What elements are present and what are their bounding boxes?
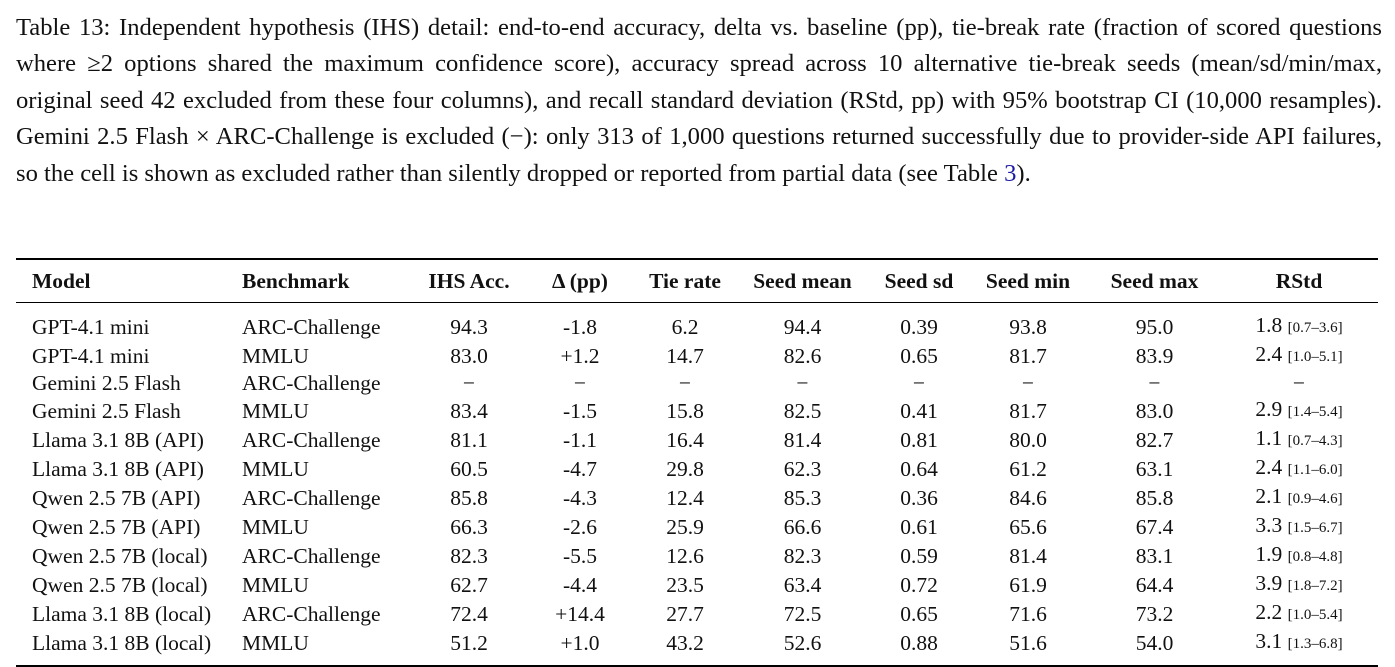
delta-cell: +1.0 xyxy=(560,630,600,655)
seed-min-cell: 80.0 xyxy=(1009,427,1047,452)
seed-min-cell: 61.2 xyxy=(1009,456,1047,481)
seed-mean-cell: 94.4 xyxy=(783,314,822,339)
benchmark-cell: MMLU xyxy=(242,630,309,655)
model-cell: Qwen 2.5 7B (local) xyxy=(32,572,208,597)
delta-cell: − xyxy=(573,371,587,395)
seed-max-cell: 63.1 xyxy=(1135,456,1174,481)
tie-rate-cell: 6.2 xyxy=(671,314,699,339)
column-header: RStd xyxy=(1275,268,1323,293)
rstd-confidence-interval: [0.7–4.3] xyxy=(1287,433,1343,449)
rstd-confidence-interval: [0.9–4.6] xyxy=(1287,491,1343,507)
caption-text-end: ). xyxy=(1016,159,1031,187)
benchmark-cell: ARC-Challenge xyxy=(242,371,381,395)
table-row xyxy=(16,396,1378,425)
rstd-cell xyxy=(1220,341,1378,370)
tie-rate-cell: − xyxy=(678,371,692,395)
seed-mean-cell: − xyxy=(796,371,809,395)
column-header: IHS Acc. xyxy=(428,268,510,293)
benchmark-cell: ARC-Challenge xyxy=(242,543,381,568)
rstd-cell xyxy=(1220,370,1378,396)
table-row xyxy=(16,370,1378,396)
delta-cell: +14.4 xyxy=(555,601,605,626)
column-header: Model xyxy=(32,268,91,293)
seed-min-cell: 65.6 xyxy=(1009,514,1047,539)
rstd-value: − xyxy=(1292,371,1306,395)
rstd-confidence-interval: [1.1–6.0] xyxy=(1287,462,1343,478)
column-header: Benchmark xyxy=(242,268,350,293)
caption-text: Table 13: Independent hypothesis (IHS) detail: end-to-end accuracy, delta vs. baseline (pp), tie-break rate (fraction of scored questions where ≥2 options shared the maximum confidence score), accuracy spread across 10 alternative tie-break seeds (mean/sd/min/max, original seed 42 excluded from these four columns), and recall standard deviation (RStd, pp) with 95% bootstrap CI (10,000 resamples). Gemini 2.5 Flash × ARC-Challenge is excluded (−): only 313 of 1,000 questions returned successfully due to provider-side API failures, so the cell is shown as excluded rather than silently dropped or reported from partial data (see Table xyxy=(16,14,1382,187)
rstd-cell xyxy=(1220,396,1378,425)
rstd-cell xyxy=(1220,628,1378,666)
benchmark-cell: ARC-Challenge xyxy=(242,601,381,626)
seed-sd-cell: 0.39 xyxy=(900,314,938,339)
ihs-accuracy-cell: 72.4 xyxy=(450,601,488,626)
seed-max-cell: 83.0 xyxy=(1135,398,1174,423)
tie-rate-cell: 27.7 xyxy=(666,601,704,626)
model-cell: Gemini 2.5 Flash xyxy=(32,398,181,423)
table-header xyxy=(16,259,1378,303)
rstd-cell xyxy=(1220,454,1378,483)
column-header: Seed mean xyxy=(753,268,852,293)
model-cell: Llama 3.1 8B (API) xyxy=(32,427,204,452)
seed-max-cell: 83.1 xyxy=(1135,543,1174,568)
tie-rate-cell: 29.8 xyxy=(666,456,704,481)
column-header: Δ (pp) xyxy=(552,268,608,293)
rstd-value: 1.1 xyxy=(1255,426,1283,450)
rstd-confidence-interval: [1.8–7.2] xyxy=(1287,578,1343,594)
rstd-value: 2.1 xyxy=(1255,484,1283,508)
ihs-accuracy-cell: 51.2 xyxy=(450,630,488,655)
seed-sd-cell: 0.81 xyxy=(900,427,938,452)
seed-sd-cell: 0.88 xyxy=(900,630,938,655)
table-row xyxy=(16,425,1378,454)
seed-max-cell: 83.9 xyxy=(1135,343,1174,368)
seed-mean-cell: 52.6 xyxy=(783,630,822,655)
rstd-confidence-interval: [1.4–5.4] xyxy=(1287,404,1343,420)
benchmark-cell: ARC-Challenge xyxy=(242,485,381,510)
seed-min-cell: 51.6 xyxy=(1009,630,1047,655)
ihs-accuracy-cell: 82.3 xyxy=(450,543,488,568)
benchmark-cell: MMLU xyxy=(242,572,309,597)
rstd-value: 3.9 xyxy=(1255,571,1283,595)
table-row xyxy=(16,341,1378,370)
rstd-cell xyxy=(1220,570,1378,599)
seed-sd-cell: 0.41 xyxy=(900,398,938,423)
model-cell: GPT-4.1 mini xyxy=(32,314,150,339)
model-cell: Llama 3.1 8B (local) xyxy=(32,601,212,626)
tie-rate-cell: 12.6 xyxy=(666,543,704,568)
seed-min-cell: 81.7 xyxy=(1009,343,1047,368)
ihs-accuracy-cell: 81.1 xyxy=(450,427,488,452)
benchmark-cell: ARC-Challenge xyxy=(242,427,381,452)
delta-cell: -1.1 xyxy=(562,427,598,452)
rstd-value: 3.1 xyxy=(1255,629,1283,653)
delta-cell: -5.5 xyxy=(562,543,598,568)
seed-mean-cell: 82.6 xyxy=(783,343,822,368)
ihs-accuracy-cell: 83.4 xyxy=(450,398,488,423)
tie-rate-cell: 12.4 xyxy=(666,485,704,510)
benchmark-cell: MMLU xyxy=(242,514,309,539)
column-header: Seed sd xyxy=(884,268,954,293)
rstd-value: 1.8 xyxy=(1255,313,1283,337)
seed-max-cell: 82.7 xyxy=(1135,427,1174,452)
column-header: Tie rate xyxy=(649,268,721,293)
rstd-cell xyxy=(1220,425,1378,454)
seed-max-cell: 67.4 xyxy=(1135,514,1174,539)
model-cell: Llama 3.1 8B (local) xyxy=(32,630,212,655)
table-row xyxy=(16,454,1378,483)
ihs-detail-table xyxy=(16,258,1378,667)
ihs-accuracy-cell: 60.5 xyxy=(450,456,488,481)
rstd-value: 3.3 xyxy=(1255,513,1283,537)
model-cell: Qwen 2.5 7B (API) xyxy=(32,485,201,510)
seed-max-cell: 64.4 xyxy=(1135,572,1174,597)
seed-mean-cell: 81.4 xyxy=(783,427,822,452)
seed-min-cell: 71.6 xyxy=(1009,601,1047,626)
tie-rate-cell: 16.4 xyxy=(666,427,704,452)
results-table-container xyxy=(16,258,1378,667)
ihs-accuracy-cell: 94.3 xyxy=(450,314,488,339)
seed-min-cell: − xyxy=(1021,371,1035,395)
seed-sd-cell: 0.65 xyxy=(900,343,938,368)
seed-min-cell: 93.8 xyxy=(1009,314,1047,339)
delta-cell: -4.7 xyxy=(562,456,598,481)
rstd-cell xyxy=(1220,599,1378,628)
seed-max-cell: 73.2 xyxy=(1135,601,1174,626)
rstd-confidence-interval: [0.7–3.6] xyxy=(1287,320,1343,336)
ihs-accuracy-cell: 62.7 xyxy=(450,572,488,597)
seed-min-cell: 81.7 xyxy=(1009,398,1047,423)
benchmark-cell: MMLU xyxy=(242,456,309,481)
delta-cell: -2.6 xyxy=(562,514,598,539)
rstd-value: 2.9 xyxy=(1255,397,1283,421)
tie-rate-cell: 14.7 xyxy=(666,343,704,368)
rstd-value: 2.2 xyxy=(1255,600,1283,624)
seed-sd-cell: 0.61 xyxy=(900,514,938,539)
rstd-value: 2.4 xyxy=(1255,455,1283,479)
tie-rate-cell: 15.8 xyxy=(666,398,704,423)
benchmark-cell: MMLU xyxy=(242,398,309,423)
model-cell: GPT-4.1 mini xyxy=(32,343,150,368)
ihs-accuracy-cell: 83.0 xyxy=(450,343,488,368)
tie-rate-cell: 43.2 xyxy=(666,630,704,655)
rstd-confidence-interval: [1.0–5.4] xyxy=(1287,607,1343,623)
tie-rate-cell: 23.5 xyxy=(666,572,704,597)
table-row xyxy=(16,599,1378,628)
delta-cell: -1.5 xyxy=(562,398,598,423)
seed-mean-cell: 66.6 xyxy=(783,514,822,539)
rstd-confidence-interval: [0.8–4.8] xyxy=(1287,549,1343,565)
table-row xyxy=(16,541,1378,570)
ihs-accuracy-cell: − xyxy=(462,371,476,395)
seed-max-cell: 85.8 xyxy=(1135,485,1174,510)
delta-cell: +1.2 xyxy=(560,343,600,368)
tie-rate-cell: 25.9 xyxy=(666,514,704,539)
ihs-accuracy-cell: 66.3 xyxy=(450,514,488,539)
table-reference-link[interactable]: 3 xyxy=(1004,159,1017,187)
rstd-cell xyxy=(1220,512,1378,541)
seed-sd-cell: − xyxy=(912,371,926,395)
rstd-value: 1.9 xyxy=(1255,542,1283,566)
seed-mean-cell: 72.5 xyxy=(783,601,822,626)
seed-mean-cell: 85.3 xyxy=(783,485,822,510)
seed-mean-cell: 63.4 xyxy=(783,572,822,597)
rstd-cell xyxy=(1220,483,1378,512)
seed-min-cell: 81.4 xyxy=(1009,543,1047,568)
seed-sd-cell: 0.36 xyxy=(900,485,938,510)
seed-sd-cell: 0.72 xyxy=(900,572,938,597)
seed-mean-cell: 82.3 xyxy=(783,543,822,568)
seed-min-cell: 84.6 xyxy=(1009,485,1047,510)
rstd-cell xyxy=(1220,303,1378,342)
seed-min-cell: 61.9 xyxy=(1009,572,1047,597)
table-row xyxy=(16,628,1378,666)
column-header: Seed min xyxy=(985,268,1071,293)
delta-cell: -4.4 xyxy=(562,572,598,597)
seed-sd-cell: 0.59 xyxy=(900,543,938,568)
rstd-confidence-interval: [1.0–5.1] xyxy=(1287,349,1343,365)
header-row xyxy=(16,259,1378,303)
rstd-confidence-interval: [1.5–6.7] xyxy=(1287,520,1343,536)
rstd-value: 2.4 xyxy=(1255,342,1283,366)
seed-sd-cell: 0.65 xyxy=(900,601,938,626)
model-cell: Qwen 2.5 7B (local) xyxy=(32,543,208,568)
delta-cell: -1.8 xyxy=(562,314,598,339)
benchmark-cell: ARC-Challenge xyxy=(242,314,381,339)
model-cell: Gemini 2.5 Flash xyxy=(32,371,181,395)
ihs-accuracy-cell: 85.8 xyxy=(450,485,488,510)
delta-cell: -4.3 xyxy=(562,485,598,510)
table-body xyxy=(16,303,1378,667)
rstd-cell xyxy=(1220,541,1378,570)
rstd-confidence-interval: [1.3–6.8] xyxy=(1287,636,1343,652)
seed-max-cell: − xyxy=(1148,371,1161,395)
seed-sd-cell: 0.64 xyxy=(900,456,938,481)
table-row xyxy=(16,303,1378,342)
seed-mean-cell: 82.5 xyxy=(783,398,822,423)
benchmark-cell: MMLU xyxy=(242,343,309,368)
table-row xyxy=(16,570,1378,599)
seed-max-cell: 54.0 xyxy=(1135,630,1174,655)
seed-max-cell: 95.0 xyxy=(1135,314,1174,339)
table-row xyxy=(16,483,1378,512)
model-cell: Llama 3.1 8B (API) xyxy=(32,456,204,481)
table-row xyxy=(16,512,1378,541)
seed-mean-cell: 62.3 xyxy=(783,456,822,481)
model-cell: Qwen 2.5 7B (API) xyxy=(32,514,201,539)
table-caption xyxy=(16,10,1382,192)
column-header: Seed max xyxy=(1110,268,1199,293)
